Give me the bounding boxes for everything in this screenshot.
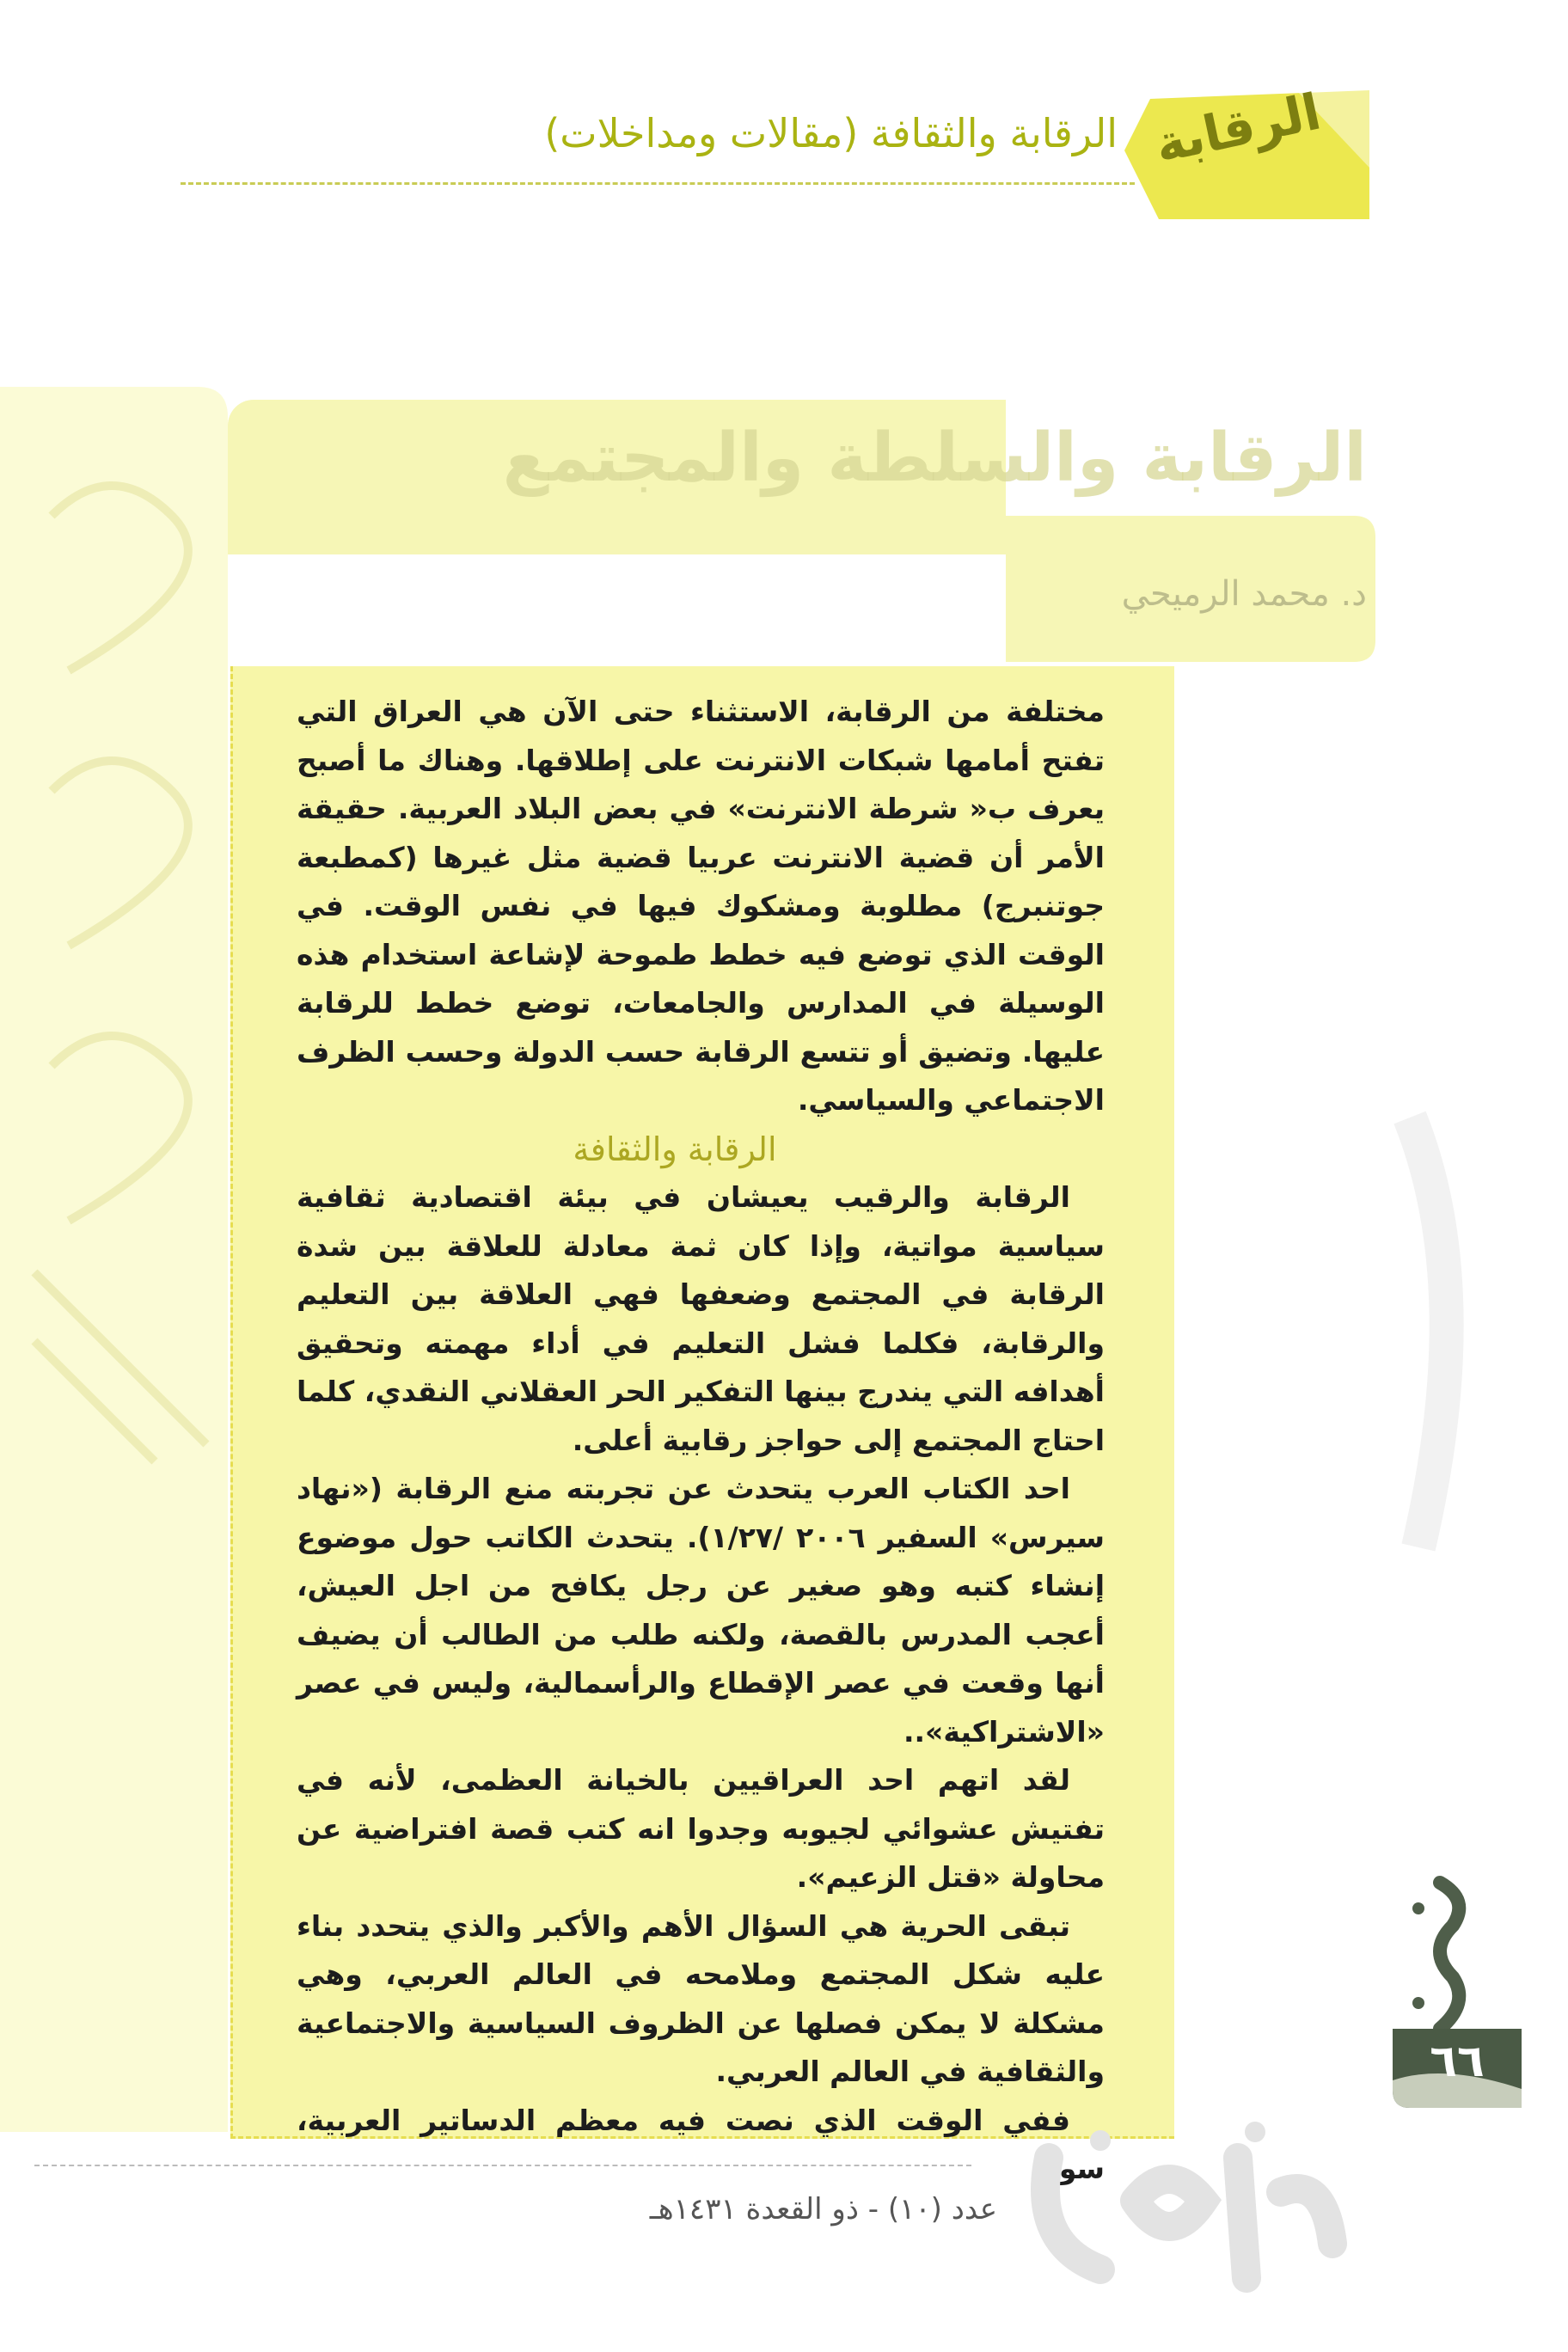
footer-divider <box>34 2165 971 2166</box>
left-side-band <box>0 387 228 2132</box>
paragraph: تبقى الحرية هي السؤال الأهم والأكبر والذي يتحدد بناء عليه شكل المجتمع وملامحه في العالم العربي، وهي مشكلة لا يمكن فصلها عن الظروف السياسية والاجتماعية والثقافية في العالم العربي. <box>297 1908 1105 2088</box>
header-divider <box>181 182 1135 185</box>
paragraph: ففي الوقت الذي نصت فيه معظم الدساتير العربية، سواء <box>297 2103 1105 2185</box>
page-number: ٦٦ <box>1430 2036 1485 2087</box>
light-curve-right <box>1410 1118 1447 1547</box>
article-title: الرقابة والسلطة والمجتمع <box>502 420 1367 497</box>
paragraph: احد الكتاب العرب يتحدث عن تجربته منع الرقابة («نهاد سيرس» السفير ٢٠٠٦ /١/٢٧). يتحدث الكاتب حول موضوع إنشاء كتبه وهو صغير عن رجل يكافح من اجل العيش، أعجب المدرس بالقصة، ولكنه طلب من الطالب أن يضيف أنها وقعت في عصر الإقطاع والرأسمالية، وليس في عصر «الاشتراكية».. <box>297 1472 1106 1749</box>
section-header-title: الرقابة والثقافة (مقالات ومداخلات) <box>544 110 1118 156</box>
magazine-logo-watermark <box>997 2106 1358 2312</box>
header-badge-label: الرقابة <box>1149 82 1326 175</box>
article-author: د. محمد الرميحي <box>1121 574 1367 614</box>
paragraph: لقد اتهم احد العراقيين بالخيانة العظمى، لأنه في تفتيش عشوائي لجيوبه وجدوا انه كتب قصة افتراضية عن محاولة «قتل الزعيم». <box>297 1763 1105 1894</box>
article-body <box>297 688 1105 2194</box>
paragraph: مختلفة من الرقابة، الاستثناء حتى الآن هي العراق التي تفتح أمامها شبكات الانترنت على إطلاقها. وهناك ما أصبح يعرف ب« شرطة الانترنت» في بعض البلاد العربية. حقيقة الأمر أن قضية الانترنت عربيا قضية مثل غيرها (كمطبعة جوتنبرج) مطلوبة ومشكوك فيها في نفس الوقت. في الوقت الذي توضع فيه خطط طموحة لإشاعة استخدام هذه الوسيلة في المدارس والجامعات، توضع خطط للرقابة عليها. وتضيق أو تتسع الرقابة حسب الدولة وحسب الظرف الاجتماعي والسياسي. <box>297 695 1105 1117</box>
issue-info: عدد (١٠) - ذو القعدة ١٤٣١هـ <box>649 2192 997 2226</box>
magazine-logo-vertical <box>1401 1874 1479 2037</box>
paragraph: الرقابة والرقيب يعيشان في بيئة اقتصادية ثقافية سياسية مواتية، وإذا كان ثمة معادلة للعلاقة بين شدة الرقابة في المجتمع وضعفها فهي العلاقة بين التعليم والرقابة، فكلما فشل التعليم في أداء مهمته وتحقيق أهدافه التي يندرج بينها التفكير الحر العقلاني النقدي، كلما احتاج المجتمع إلى حواجز رقابية أعلى. <box>297 1180 1105 1457</box>
subheading: الرقابة والثقافة <box>573 1130 777 1168</box>
